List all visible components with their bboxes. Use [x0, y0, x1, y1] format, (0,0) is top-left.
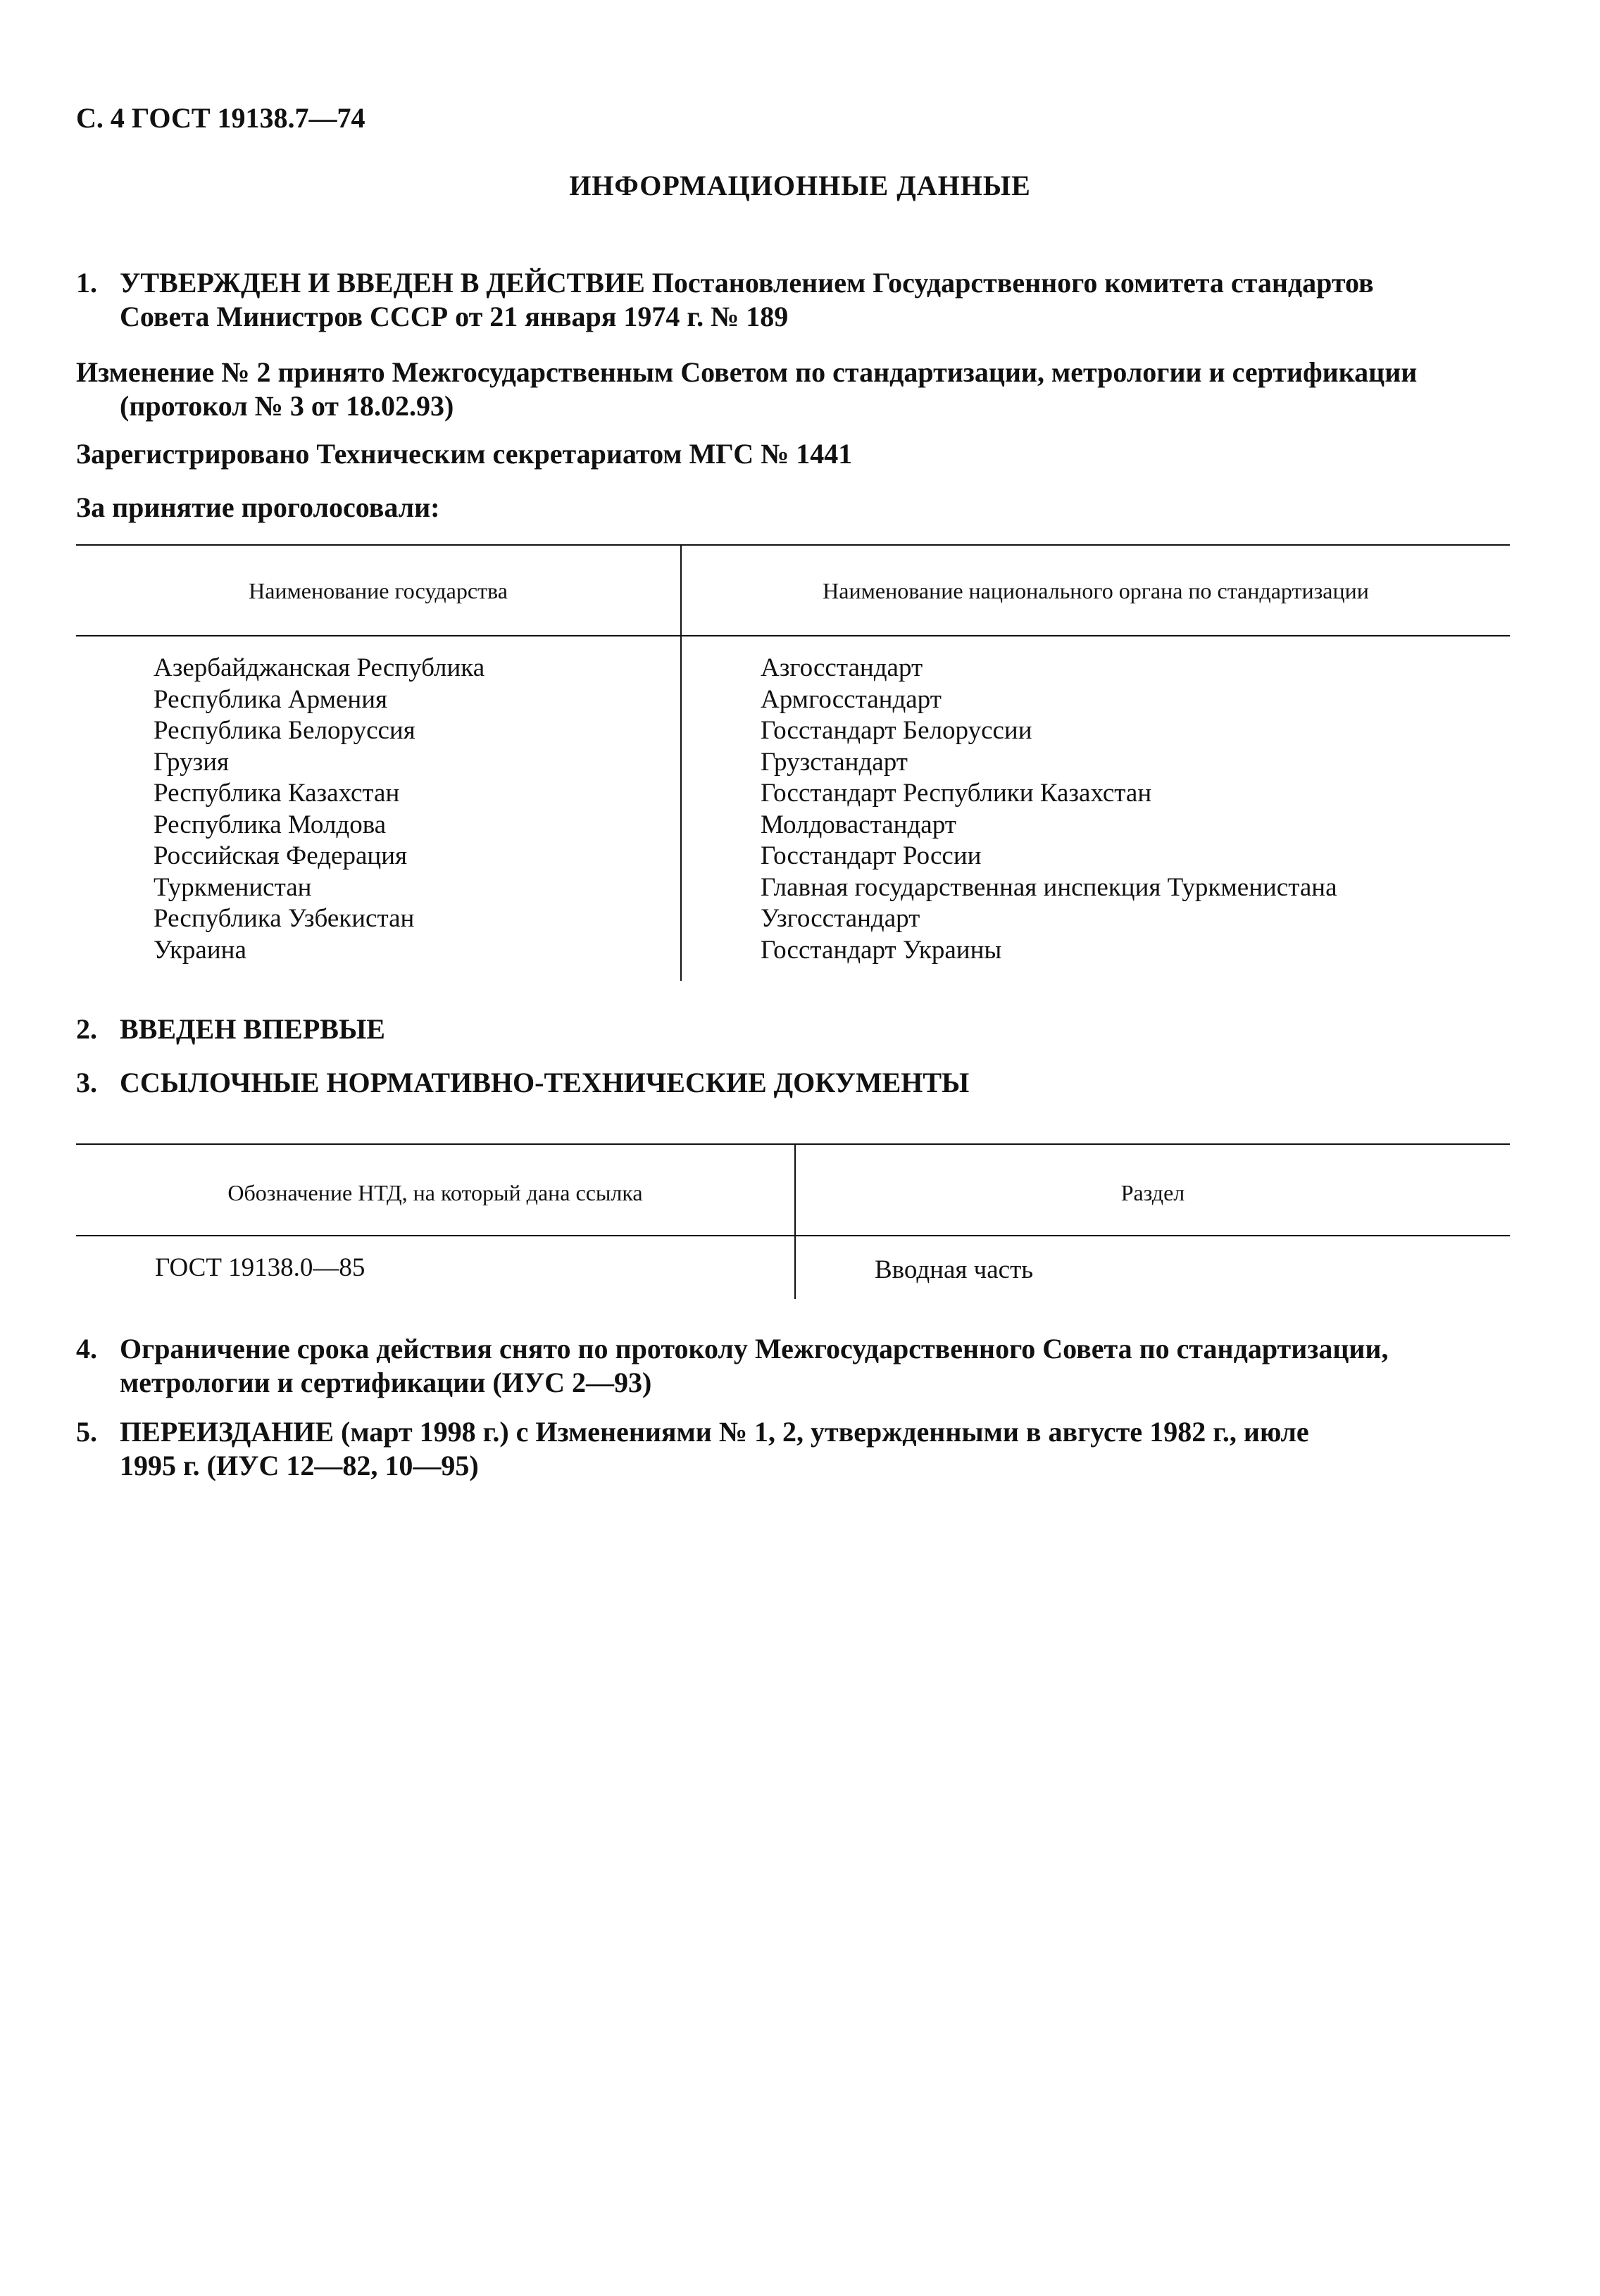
registration-note: Зарегистрировано Техническим секретариатом МГС № 1441	[76, 438, 853, 470]
list-item: Армгосстандарт	[761, 684, 942, 714]
item-5-line-2: 1995 г. (ИУС 12—82, 10—95)	[120, 1450, 479, 1481]
list-item: Азгосстандарт	[761, 653, 923, 682]
list-item: Республика Казахстан	[154, 779, 400, 808]
voted-label: За принятие проголосовали:	[76, 491, 440, 523]
list-item: Российская Федерация	[154, 841, 408, 870]
list-item: Госстандарт Украины	[761, 935, 1002, 965]
bodies-column	[761, 653, 1337, 966]
references-table-header-doc: Обозначение НТД, на который дана ссылка	[227, 1180, 643, 1205]
list-item: Украина	[154, 935, 246, 965]
change-note-line-1: Изменение № 2 принято Межгосударственным Советом по стандартизации, метрологии и сертификации	[76, 356, 1418, 388]
item-3-number: 3.	[76, 1067, 97, 1098]
item-1-number: 1.	[76, 267, 97, 299]
item-3-text: ССЫЛОЧНЫЕ НОРМАТИВНО-ТЕХНИЧЕСКИЕ ДОКУМЕНТЫ	[120, 1067, 970, 1098]
item-5-line-1: ПЕРЕИЗДАНИЕ (март 1998 г.) с Изменениями № 1, 2, утвержденными в августе 1982 г., июле	[120, 1416, 1309, 1448]
list-item: Госстандарт России	[761, 841, 982, 870]
states-table-header-body: Наименование национального органа по стандартизации	[823, 578, 1369, 603]
item-4-line-2: метрологии и сертификации (ИУС 2—93)	[120, 1367, 652, 1398]
item-3	[76, 1066, 969, 1100]
list-item: Главная государственная инспекция Туркменистана	[761, 872, 1337, 902]
item-4-line-1: Ограничение срока действия снято по протоколу Межгосударственного Совета по стандартизации,	[120, 1333, 1389, 1365]
table-cell-doc: ГОСТ 19138.0—85	[155, 1253, 365, 1282]
list-item: Грузстандарт	[761, 747, 908, 777]
item-4	[76, 1332, 1555, 1400]
states-column	[154, 653, 485, 966]
list-item: Республика Белоруссия	[154, 716, 415, 745]
list-item: Туркменистан	[154, 872, 312, 902]
change-note-line-2: (протокол № 3 от 18.02.93)	[120, 390, 454, 422]
list-item: Республика Узбекистан	[154, 904, 415, 933]
list-item: Азербайджанская Республика	[154, 653, 485, 682]
list-item: Грузия	[154, 747, 230, 777]
list-item: Республика Армения	[154, 684, 388, 714]
item-5	[76, 1415, 1555, 1483]
item-2-number: 2.	[76, 1013, 97, 1045]
states-table-header-rule	[76, 635, 1510, 636]
states-table-header-state: Наименование государства	[249, 578, 508, 603]
item-2	[76, 1012, 385, 1046]
table-cell-section: Вводная часть	[875, 1255, 1034, 1284]
references-table-divider	[794, 1145, 796, 1299]
item-1-line-2: Совета Министров СССР от 21 января 1974 г. № 189	[120, 301, 789, 332]
references-table	[76, 1143, 1510, 1299]
states-table	[76, 544, 1510, 981]
list-item: Госстандарт Республики Казахстан	[761, 779, 1152, 808]
item-1-line-1: УТВЕРЖДЕН И ВВЕДЕН В ДЕЙСТВИЕ Постановлением Государственного комитета стандартов	[120, 267, 1374, 299]
item-1	[76, 266, 1541, 334]
page-title: ИНФОРМАЦИОННЫЕ ДАННЫЕ	[569, 170, 1031, 201]
list-item: Республика Молдова	[154, 810, 387, 839]
item-4-number: 4.	[76, 1333, 97, 1365]
list-item: Госстандарт Белоруссии	[761, 716, 1032, 745]
item-5-number: 5.	[76, 1416, 97, 1448]
list-item: Узгосстандарт	[761, 904, 920, 933]
references-table-header-rule	[76, 1235, 1510, 1236]
references-table-header-section: Раздел	[1120, 1180, 1185, 1205]
change-note	[76, 356, 1555, 423]
list-item: Молдовастандарт	[761, 810, 956, 839]
item-2-text: ВВЕДЕН ВПЕРВЫЕ	[120, 1013, 385, 1045]
page-header: С. 4 ГОСТ 19138.7—74	[76, 102, 365, 134]
states-table-divider	[680, 546, 682, 981]
